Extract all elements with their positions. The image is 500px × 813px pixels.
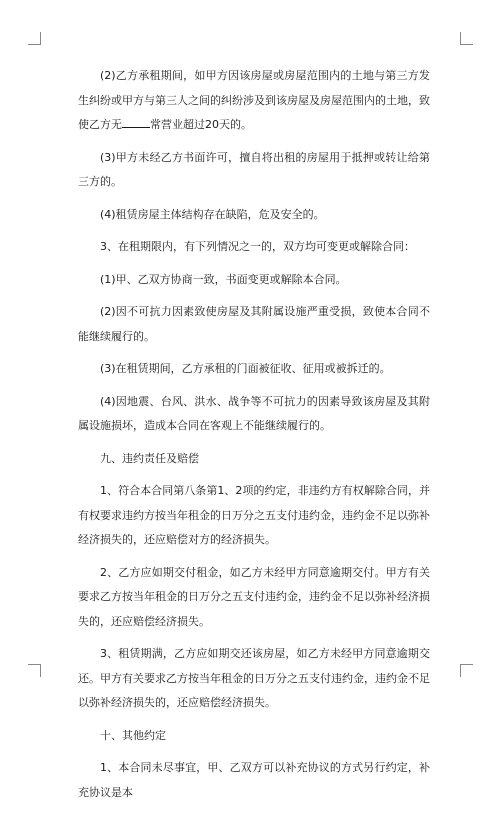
paragraph-mutual-agreement: (1)甲、乙双方协商一致，书面变更或解除本合同。: [100, 272, 347, 286]
paragraph-breach-termination: 1、符合本合同第八条第1、2项的约定，非违约方有权解除合同，并有权要求违约方按当年租金的日万分之五支付违约金，违约金不足以弥补经济损失的，还应赔偿对方的经济损失。: [78, 484, 430, 546]
paragraph-expropriation: (3)在租赁期间，乙方承租的门面被征收、征用或被拆迁的。: [100, 362, 391, 375]
crop-mark-bottom-left: [28, 664, 41, 677]
paragraph-structure-clause: (4)租赁房屋主体结构存在缺陷，危及安全的。: [100, 207, 325, 221]
document-body: [78, 64, 430, 813]
paragraph-mortgage-clause: (3)甲方未经乙方书面许可，擅自将出租的房屋用于抵押或转让给第三方的。: [78, 150, 430, 188]
paragraph-text: (2)乙方承租期间，如甲方因该房屋或房屋范围内的土地与第三方发生纠纷或甲方与第三人之间的纠纷涉及到该房屋及房屋范围内的土地，致使乙方无: [78, 69, 430, 131]
paragraph-late-rent: 2、乙方应如期交付租金，如乙方未经甲方同意逾期交付。甲方有关要求乙方按当年租金的日万分之五支付违约金，违约金不足以弥补经济损失的，还应赔偿经济损失。: [78, 565, 430, 628]
paragraph-text: 常营业超过20天的。: [150, 118, 252, 131]
paragraph-supplementary: 1、本合同未尽事宜，甲、乙双方可以补充协议的方式另行约定，补充协议是本: [78, 761, 430, 799]
fill-in-blank: [122, 115, 150, 128]
paragraph-late-return: 3、租赁期满，乙方应如期交还该房屋，如乙方未经甲方同意逾期交还。甲方有关要求乙方按当年租金的日万分之五支付违约金，违约金不足以弥补经济损失的，还应赔偿经济损失。: [78, 647, 430, 709]
paragraph-dispute-clause: [78, 64, 430, 138]
paragraph-natural-disaster: (4)因地震、台风、洪水、战争等不可抗力的因素导致该房屋及其附属设施损坏，造成本合同在客观上不能继续履行的。: [78, 394, 430, 432]
paragraph-termination-conditions: 3、在租期限内，有下列情况之一的，双方均可变更或解除合同：: [100, 240, 415, 253]
section-heading-other: 十、其他约定: [100, 728, 166, 742]
section-heading-breach: 九、违约责任及赔偿: [100, 451, 199, 465]
crop-mark-bottom-right: [460, 664, 473, 677]
crop-mark-top-left: [28, 32, 41, 45]
paragraph-force-majeure-damage: (2)因不可抗力因素致使房屋及其附属设施严重受损，致使本合同不能继续履行的。: [78, 305, 430, 343]
crop-mark-top-right: [460, 32, 473, 45]
